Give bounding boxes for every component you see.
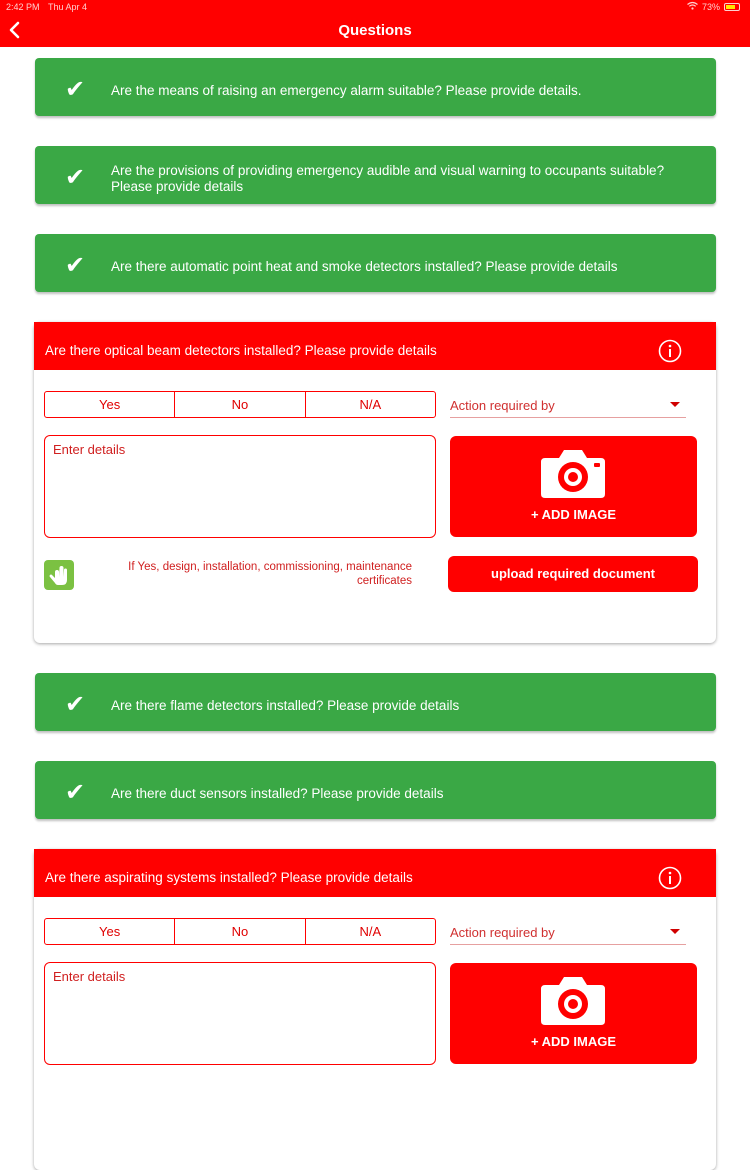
wifi-icon bbox=[687, 2, 698, 12]
question-card-optical-beam bbox=[34, 322, 716, 643]
question-card-aspirating bbox=[34, 849, 716, 1170]
status-indicators bbox=[687, 2, 740, 12]
answered-question-warning[interactable] bbox=[35, 146, 716, 204]
status-time: 2:42 PM bbox=[6, 2, 40, 12]
answer-yes-button[interactable]: Yes bbox=[99, 924, 121, 939]
info-icon[interactable] bbox=[658, 339, 682, 363]
answer-na-button[interactable]: N/A bbox=[305, 919, 435, 944]
camera-icon bbox=[539, 446, 607, 500]
battery-percent: 73% bbox=[701, 2, 720, 12]
checkmark-icon: ✔ bbox=[65, 779, 86, 806]
status-date: Thu Apr 4 bbox=[48, 2, 88, 12]
question-card-header bbox=[34, 322, 716, 370]
question-text: Are there duct sensors installed? Please provide details bbox=[111, 786, 444, 801]
question-text: Are there automatic point heat and smoke detectors installed? Please provide details bbox=[111, 259, 618, 274]
question-text: Are the provisions of providing emergency audible and visual warning to occupants suitable? Please provide details bbox=[111, 163, 665, 194]
info-icon[interactable] bbox=[658, 866, 682, 890]
dropdown-caret-icon bbox=[670, 929, 680, 934]
answered-question-point-detectors[interactable] bbox=[35, 234, 716, 292]
dropdown-caret-icon bbox=[670, 402, 680, 407]
certificate-hand-icon[interactable] bbox=[44, 560, 74, 590]
nav-bar bbox=[0, 14, 750, 47]
add-image-label: + ADD IMAGE bbox=[530, 1034, 617, 1049]
action-required-placeholder: Action required by bbox=[450, 398, 555, 413]
page-title: Questions bbox=[338, 22, 412, 39]
certificate-note: If Yes, design, installation, commissioning, maintenance certificates bbox=[128, 561, 412, 587]
action-required-dropdown[interactable] bbox=[450, 918, 686, 945]
action-required-dropdown[interactable] bbox=[450, 391, 686, 418]
answer-yes-button[interactable]: Yes bbox=[99, 397, 121, 412]
battery-icon bbox=[724, 3, 740, 11]
question-text: Are there optical beam detectors installed? Please provide details bbox=[45, 343, 437, 358]
question-text: Are there aspirating systems installed? Please provide details bbox=[45, 870, 413, 885]
status-bar bbox=[0, 0, 750, 14]
question-text: Are there flame detectors installed? Please provide details bbox=[111, 698, 460, 713]
camera-icon bbox=[539, 973, 607, 1027]
answer-no-button[interactable]: No bbox=[174, 392, 304, 417]
checkmark-icon: ✔ bbox=[65, 164, 86, 191]
answered-question-alarm[interactable] bbox=[35, 58, 716, 116]
details-placeholder: Enter details bbox=[53, 442, 126, 457]
questions-list[interactable] bbox=[0, 47, 750, 1049]
details-placeholder: Enter details bbox=[53, 969, 126, 984]
answer-segmented-control bbox=[44, 918, 436, 945]
details-textarea[interactable] bbox=[44, 435, 436, 538]
answered-question-flame[interactable] bbox=[35, 673, 716, 731]
add-image-button[interactable] bbox=[450, 963, 697, 1064]
details-textarea[interactable] bbox=[44, 962, 436, 1065]
answer-na-button[interactable]: N/A bbox=[305, 392, 435, 417]
checkmark-icon: ✔ bbox=[65, 76, 86, 103]
checkmark-icon: ✔ bbox=[65, 691, 86, 718]
answered-question-duct[interactable] bbox=[35, 761, 716, 819]
answer-no-button[interactable]: No bbox=[174, 919, 304, 944]
add-image-button[interactable] bbox=[450, 436, 697, 537]
checkmark-icon: ✔ bbox=[65, 252, 86, 279]
upload-document-button[interactable]: upload required document bbox=[448, 556, 698, 592]
action-required-placeholder: Action required by bbox=[450, 925, 555, 940]
add-image-label: + ADD IMAGE bbox=[530, 507, 617, 522]
question-card-header bbox=[34, 849, 716, 897]
answer-segmented-control bbox=[44, 391, 436, 418]
question-text: Are the means of raising an emergency alarm suitable? Please provide details. bbox=[111, 83, 582, 98]
